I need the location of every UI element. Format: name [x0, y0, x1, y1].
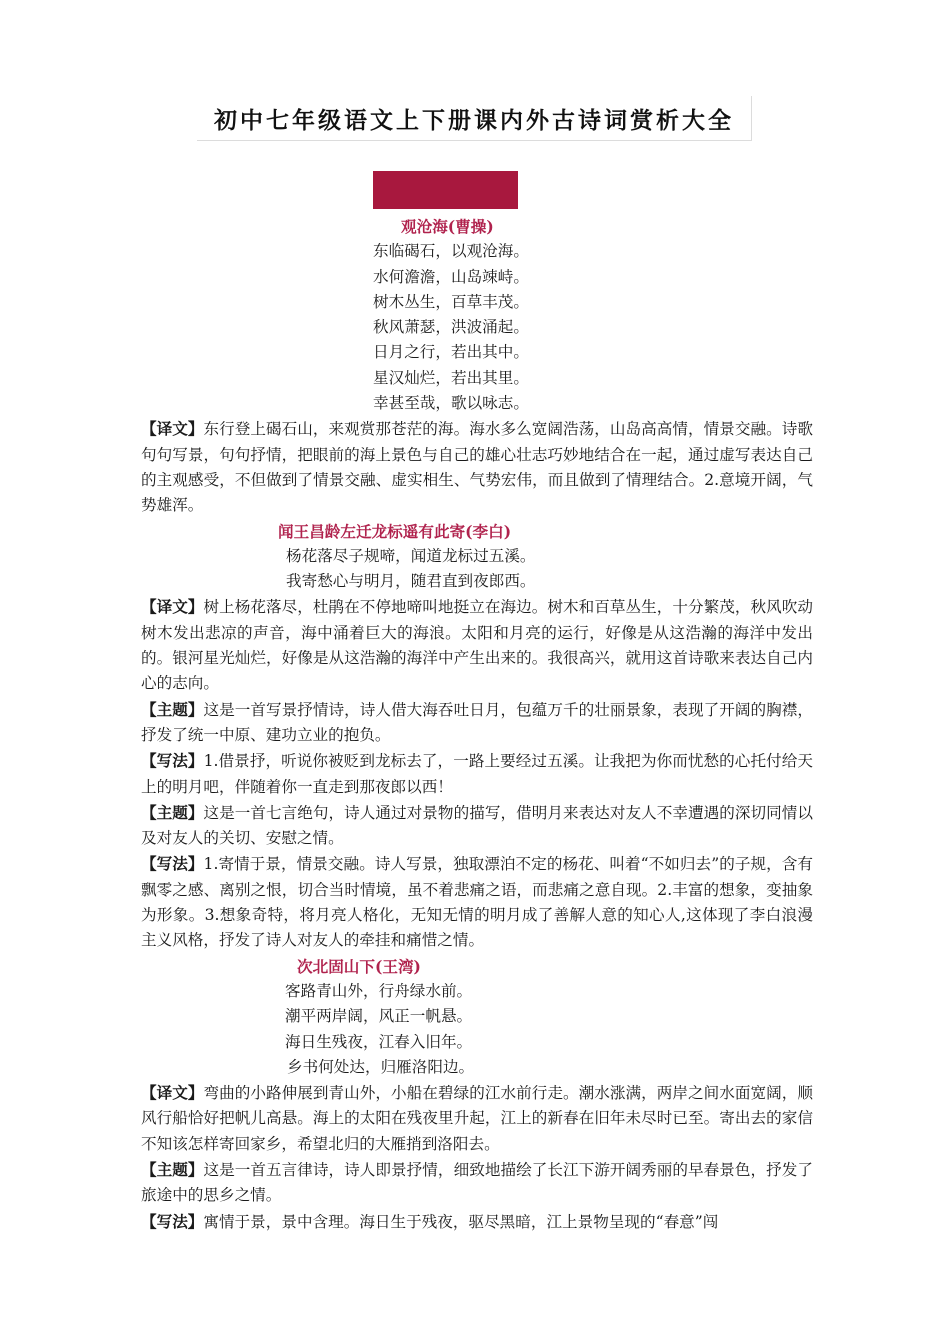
poem-title: 闻王昌龄左迁龙标遥有此寄(李白) [278, 521, 512, 541]
poem-lines [141, 979, 813, 1080]
method-text: 1.寄情于景，情景交融。诗人写景，独取漂泊不定的杨花、叫着“不如归去”的子规，含有飘零之感、离别之恨，切合当时情境，虽不着悲痛之语，而悲痛之意自现。2.丰富的想象，变抽象为形象。3.想象奇特，将月亮人格化，无知无情的明月成了善解人意的知心人,这体现了李白浪漫主义风格，抒发了诗人对友人的牵挂和痛惜之情。 [141, 855, 813, 950]
poem-line: 树木丛生，百草丰茂。 [373, 292, 529, 311]
page-title: 初中七年级语文上下册课内外古诗词赏析大全 [214, 107, 734, 134]
theme-text: 这是一首写景抒情诗，诗人借大海吞吐日月，包蕴万千的壮丽景象，表现了开阔的胸襟，抒发了统一中原、建功立业的抱负。 [141, 700, 813, 744]
poem-line: 日月之行，若出其中。 [373, 343, 529, 362]
theme-paragraph [141, 697, 813, 749]
poem-line: 我寄愁心与明月，随君直到夜郎西。 [286, 572, 536, 591]
tag-method: 【写法】 [141, 751, 204, 771]
tag-translation: 【译文】 [141, 597, 204, 617]
method-paragraph [141, 851, 813, 953]
translation-text: 弯曲的小路伸展到青山外，小船在碧绿的江水前行走。潮水涨满，两岸之间水面宽阔，顺风行船恰好把帆儿高悬。海上的太阳在残夜里升起，江上的新春在旧年未尽时已至。寄出去的家信不知该怎样寄回家乡，希望北归的大雁捎到洛阳去。 [141, 1084, 813, 1153]
poem-line: 杨花落尽子规啼，闻道龙标过五溪。 [286, 546, 536, 565]
poem-line: 水何澹澹，山岛竦峙。 [373, 267, 529, 286]
content-body [141, 214, 813, 1235]
translation-text: 东行登上碣石山，来观赏那苍茫的海。海水多么宽阔浩荡，山岛高高情，情景交融。诗歌句句写景，句句抒情，把眼前的海上景色与自己的雄心壮志巧妙地结合在一起，通过虚写表达自己的主观感受，不但做到了情景交融、虚实相生、气势宏伟，而且做到了情理结合。2.意境开阔，气势雄浑。 [141, 420, 813, 515]
theme-text: 这是一首五言律诗，诗人即景抒情，细致地描绘了长江下游开阔秀丽的早春景色，抒发了旅途中的思乡之情。 [141, 1160, 813, 1205]
method-paragraph [141, 748, 813, 800]
tag-translation: 【译文】 [141, 1083, 204, 1103]
poem-line: 乡书何处达，归雁洛阳边。 [287, 1057, 475, 1076]
translation-paragraph [141, 594, 813, 696]
translation-paragraph [141, 1080, 813, 1157]
theme-paragraph [141, 1157, 813, 1209]
poem-line: 客路青山外，行舟绿水前。 [285, 981, 473, 1000]
translation-text: 树上杨花落尽，杜鹃在不停地啼叫地挺立在海边。树木和百草丛生，十分繁茂，秋风吹动树木发出悲凉的声音，海中涌着巨大的海浪。太阳和月亮的运行，好像是从这浩瀚的海洋中发出的。银河星光灿烂，好像是从这浩瀚的海洋中产生出来的。我很高兴，就用这首诗歌来表达自己内心的志向。 [141, 598, 813, 693]
poem-line: 星汉灿烂，若出其里。 [373, 368, 529, 387]
translation-paragraph [141, 416, 813, 518]
method-text: 1.借景抒，听说你被贬到龙标去了，一路上要经过五溪。让我把为你而忧愁的心托付给天上的明月吧，伴随着你一直走到那夜郎以西！ [141, 752, 813, 796]
poem-lines [141, 544, 813, 595]
theme-paragraph [141, 800, 813, 852]
poem-line: 东临碣石，以观沧海。 [373, 242, 529, 261]
tag-theme: 【主题】 [141, 1159, 204, 1179]
poem-lines [141, 239, 813, 416]
tag-theme: 【主题】 [141, 802, 204, 822]
method-text: 寓情于景，景中含理。海日生于残夜，驱尽黑暗，江上景物呈现的“春意”闯 [203, 1212, 719, 1231]
poem-title: 次北固山下(王湾) [297, 956, 421, 976]
poem-line: 潮平两岸阔，风正一帆悬。 [285, 1007, 473, 1026]
tag-method: 【写法】 [141, 1211, 204, 1231]
poem-title: 观沧海(曹操) [401, 217, 494, 236]
poem-line: 海日生残夜，江春入旧年。 [285, 1032, 473, 1051]
tag-method: 【写法】 [141, 854, 204, 874]
decorative-banner [373, 171, 518, 209]
tag-theme: 【主题】 [141, 699, 204, 719]
poem-line: 幸甚至哉，歌以咏志。 [373, 394, 529, 413]
poem-line: 秋风萧瑟，洪波涌起。 [373, 318, 529, 337]
tag-translation: 【译文】 [141, 419, 204, 439]
method-paragraph [141, 1209, 813, 1235]
theme-text: 这是一首七言绝句，诗人通过对景物的描写，借明月来表达对友人不幸遭遇的深切同情以及对友人的关切、安慰之情。 [141, 803, 813, 848]
